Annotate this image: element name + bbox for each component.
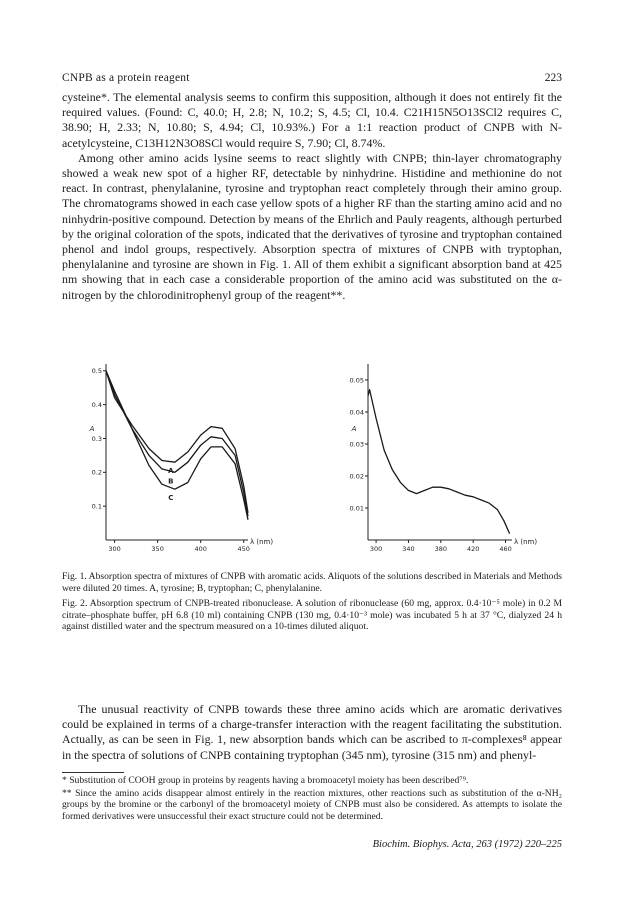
fig1-series-line (106, 371, 248, 513)
paragraph-2: Among other amino acids lysine seems to react slightly with CNPB; thin-layer chromatography showed a weak new spot of a higher RF, detectable by ninhydrine. Histidine and methionine do not react. In contrast, phenylalanine, tyrosine and tryptophan react completely through their amino group. The chromatograms showed in each case yellow spots of a higher RF than the starting amino acid and no ninhydrin-positive compound. Detection by means of the Ehrlich and Pauly reagents, although perturbed by the original coloration of the spots, indicated that the derivatives of tyrosine and tryptophan contained phenol and indol groups, respectively. Absorption spectra of mixtures of CNPB with tryptophan, phenylalanine and tyrosine are shown in Fig. 1. All of them exhibit a significant absorption band at 425 nm showing that in each case a considerable proportion of the amino acid was substituted on the α-nitrogen by the chlorodinitrophenyl group of the reagent**. (62, 150, 562, 302)
fig1-y-tick-label: 0.5 (91, 367, 102, 376)
fig1-x-tick-label: 450 (237, 545, 250, 553)
fig1-y-tick-label: 0.4 (91, 400, 102, 409)
footnote-2: ** Since the amino acids disappear almost entirely in the reaction mixtures, other reactions such as substitution of the α-NH₂ groups by the bromine or the carbonyl of the bromoacetyl moiety of CNPB must also be considered. As attempts to isolate the formed derivatives were unsuccessful their exact structure could not be determined. (62, 787, 562, 822)
fig2-x-tick-label: 300 (369, 545, 383, 553)
fig1-y-tick-label: 0.2 (91, 468, 102, 477)
figure-1-caption: Fig. 1. Absorption spectra of mixtures of CNPB with aromatic acids. Aliquots of the solutions described in Materials and Methods were diluted 20 times. A, tyrosine; B, tryptophan; C, phenylalanine. (62, 571, 562, 594)
page-number: 223 (544, 72, 562, 84)
figure-1-chart (78, 352, 308, 570)
fig2-y-tick-label: 0.01 (349, 504, 364, 513)
fig1-series-label: C (168, 494, 174, 503)
fig2-x-tick-label: 340 (402, 545, 415, 553)
figure-2-chart (340, 352, 550, 570)
fig1-series-label: A (168, 467, 174, 476)
figure-captions (62, 571, 562, 637)
figure-2-caption: Fig. 2. Absorption spectrum of CNPB-treated ribonuclease. A solution of ribonuclease (60 mg, approx. 0.4·10⁻⁵ mole) in 0.2 M citrate–phosphate buffer, pH 6.8 (10 ml) containing CNPB (130 mg, 0.4·10⁻³ mole) was incubated 5 h at 37 °C, dialyzed 24 h against distilled water and the spectrum measured on a 10-times diluted aliquot. (62, 598, 562, 632)
body-text-2 (62, 702, 562, 763)
fig1-y-tick-label: 0.1 (91, 502, 102, 511)
fig2-y-tick-label: 0.02 (349, 472, 364, 481)
footnote-1: * Substitution of COOH group in proteins by reagents having a bromoacetyl moiety has been described⁷⁹. (62, 775, 469, 786)
footnote-rule (62, 772, 124, 773)
fig2-x-tick-label: 460 (499, 545, 512, 553)
fig2-x-tick-label: 380 (434, 545, 448, 553)
fig1-series-line (106, 371, 248, 517)
fig2-x-tick-label: 420 (466, 545, 480, 553)
body-text (62, 90, 562, 303)
running-head: CNPB as a protein reagent (62, 72, 190, 84)
fig2-y-axis-label: A (351, 424, 357, 433)
footnotes (62, 775, 562, 823)
fig1-x-tick-label: 300 (108, 545, 121, 553)
fig2-x-axis-label: λ (nm) (514, 538, 538, 546)
paragraph-3: The unusual reactivity of CNPB towards these three amino acids which are aromatic derivatives could be explained in terms of a charge-transfer interaction with the reagent facilitating the substitution. Actually, as can be seen in Fig. 1, new absorption bands which can be ascribed to π-complexes⁸ appear in the spectra of solutions of CNPB containing tryptophan (345 nm), tyrosine (315 nm) and phenyl- (62, 702, 562, 762)
fig2-y-tick-label: 0.03 (349, 440, 364, 449)
fig2-y-tick-label: 0.05 (349, 376, 364, 385)
fig1-x-tick-label: 400 (194, 545, 207, 553)
fig2-series-line (368, 390, 510, 534)
journal-citation: Biochim. Biophys. Acta, 263 (1972) 220–225 (372, 839, 562, 850)
fig1-x-axis-label: λ (nm) (250, 538, 274, 546)
fig1-y-axis-label: A (89, 424, 95, 433)
fig1-x-tick-label: 350 (151, 545, 164, 553)
figures (78, 352, 558, 570)
page-header (62, 72, 562, 84)
fig1-series-label: B (168, 477, 174, 486)
fig2-y-tick-label: 0.04 (349, 408, 364, 417)
fig1-y-tick-label: 0.3 (91, 434, 102, 443)
paragraph-1: cysteine*. The elemental analysis seems to confirm this supposition, although it does not entirely fit the required values. (Found: C, 40.0; H, 2.8; N, 10.2; S, 4.5; Cl, 10.4. C21H15N5O13SCl2 requires C, 38.90; H, 2.33; N, 10.80; S, 4.94; Cl, 10.93%.) For a 1:1 reaction product of CNPB with N-acetylcysteine, C13H12N3O8SCl would require S, 7.90; Cl, 8.74%. (62, 90, 562, 150)
